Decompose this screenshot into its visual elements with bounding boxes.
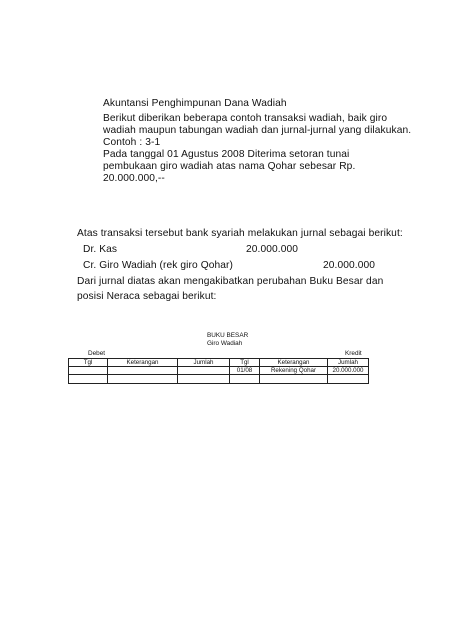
ledger-blank-cell <box>230 375 260 384</box>
ledger-blank-cell <box>69 375 108 384</box>
example-line-1: Pada tanggal 01 Agustus 2008 Diterima setoran tunai <box>103 149 350 160</box>
ledger-cell-debit-amount <box>178 367 230 375</box>
description-line-1: Berikut diberikan beberapa contoh transaksi wadiah, baik giro <box>103 113 388 124</box>
section-title: Akuntansi Penghimpunan Dana Wadiah <box>103 98 287 109</box>
ledger-debit-label: Debet <box>88 350 106 357</box>
ledger-header-debit-amount: Jumlah <box>178 359 230 367</box>
ledger-header-credit-amount: Jumlah <box>328 359 369 367</box>
ledger-header-debit-date: Tgl <box>69 359 108 367</box>
ledger-blank-cell <box>178 375 230 384</box>
ledger-blank-cell <box>108 375 178 384</box>
description-line-2: wadiah maupun tabungan wadiah dan jurnal-jurnal yang dilakukan. <box>103 125 412 136</box>
ledger-title: BUKU BESAR <box>207 332 249 339</box>
journal-debit-account: Dr. Kas <box>83 244 118 255</box>
ledger-credit-label: Kredit <box>345 350 362 357</box>
example-line-3: 20.000.000,-- <box>103 173 165 184</box>
ledger-cell-credit-date: 01/08 <box>230 367 260 375</box>
ledger-header-credit-description: Keterangan <box>260 359 328 367</box>
ledger-blank-cell <box>260 375 328 384</box>
ledger-blank-row <box>69 375 369 384</box>
ledger-header-credit-date: Tgl <box>230 359 260 367</box>
ledger-header-row <box>69 359 369 367</box>
ledger-cell-credit-amount: 20.000.000 <box>328 367 369 375</box>
ledger-entry-row <box>69 367 369 375</box>
journal-credit-amount: 20.000.000 <box>323 260 375 271</box>
journal-credit-account: Cr. Giro Wadiah (rek giro Qohar) <box>83 260 234 271</box>
ledger-blank-cell <box>328 375 369 384</box>
journal-intro: Atas transaksi tersebut bank syariah melakukan jurnal sebagai berikut: <box>77 228 403 239</box>
journal-result-line-1: Dari jurnal diatas akan mengakibatkan perubahan Buku Besar dan <box>77 276 384 287</box>
ledger-cell-debit-date <box>69 367 108 375</box>
ledger-cell-credit-description: Rekening Qohar <box>260 367 328 375</box>
ledger-subtitle: Giro Wadiah <box>207 340 243 347</box>
journal-result-line-2: posisi Neraca sebagai berikut: <box>77 291 217 302</box>
journal-debit-amount: 20.000.000 <box>246 244 298 255</box>
ledger-table <box>68 358 369 384</box>
ledger-header-debit-description: Keterangan <box>108 359 178 367</box>
example-line-2: pembukaan giro wadiah atas nama Qohar sebesar Rp. <box>103 161 356 172</box>
ledger-cell-debit-description <box>108 367 178 375</box>
example-label: Contoh : 3-1 <box>103 137 161 148</box>
